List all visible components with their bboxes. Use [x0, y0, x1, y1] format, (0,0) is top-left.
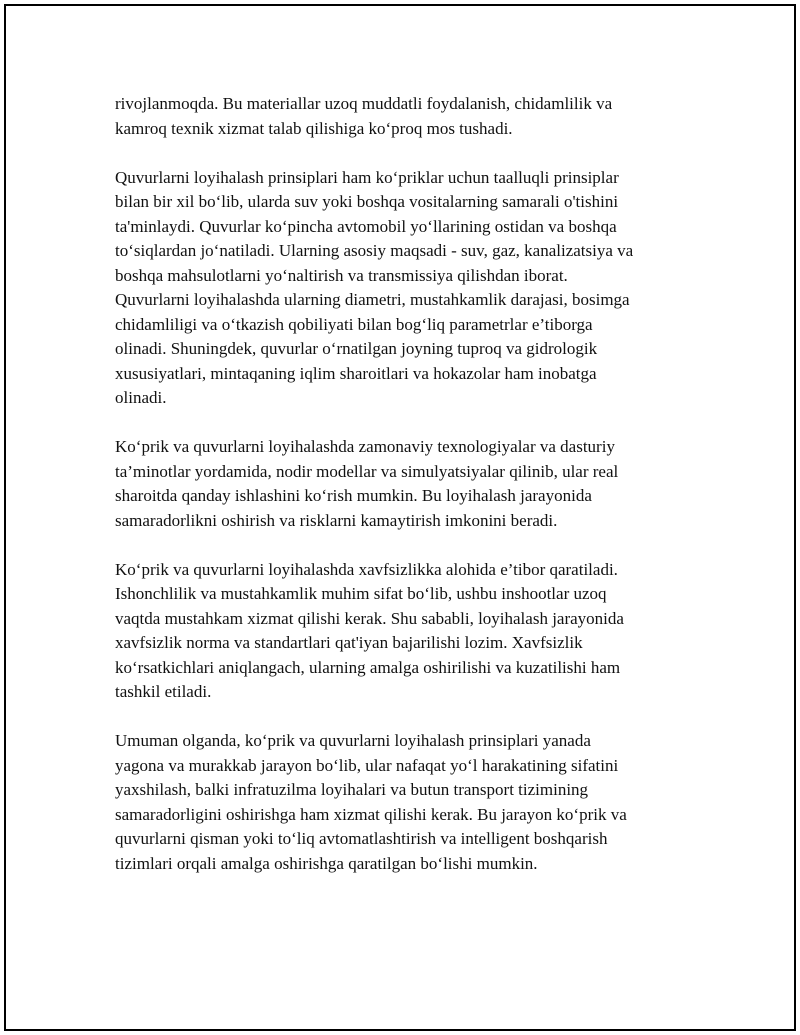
text-line: xavfsizlik norma va standartlari qat'iyan bajarilishi lozim. Xavfsizlik — [115, 633, 583, 652]
text-line: ta'minlaydi. Quvurlar ko‘pincha avtomobil yo‘llarining ostidan va boshqa — [115, 216, 617, 236]
text-line: vaqtda mustahkam xizmat qilishi kerak. Shu sababli, loyihalash jarayonida — [115, 608, 624, 628]
text-line: Ko‘prik va quvurlarni loyihalashda zamonaviy texnologiyalar va dasturiy — [115, 437, 615, 456]
text-line: bilan bir xil bo‘lib, ularda suv yoki boshqa vositalarning samarali o'tishini — [115, 192, 619, 211]
text-line: rivojlanmoqda. Bu materiallar uzoq muddatli foydalanish, chidamlilik va — [115, 94, 613, 113]
text-line: samaradorlikni oshirish va risklarni kamaytirish imkonini beradi. — [115, 510, 558, 530]
text-line: quvurlarni qisman yoki to‘liq avtomatlashtirish va intelligent boshqarish — [115, 829, 608, 848]
text-line: boshqa mahsulotlarni yo‘naltirish va transmissiya qilishdan iborat. — [115, 265, 568, 285]
text-line: yaxshilash, balki infratuzilma loyihalari va butun transport tizimining — [115, 780, 589, 799]
text-line: tizimlari orqali amalga oshirishga qaratilgan bo‘lishi mumkin. — [115, 853, 538, 873]
text-line: chidamliligi va o‘tkazish qobiliyati bilan bog‘liq parametrlar e’tiborga — [115, 314, 593, 334]
text-line: ta’minotlar yordamida, nodir modellar va simulyatsiyalar qilinib, ular real — [115, 461, 619, 481]
document-body — [115, 92, 695, 901]
paragraph-2 — [115, 166, 695, 411]
paragraph-5 — [115, 729, 695, 876]
text-line: Ishonchlilik va mustahkamlik muhim sifat bo‘lib, ushbu inshootlar uzoq — [115, 584, 607, 603]
paragraph-4 — [115, 558, 695, 705]
text-line: Ko‘prik va quvurlarni loyihalashda xavfsizlikka alohida e’tibor qaratiladi. — [115, 559, 618, 579]
text-line: Quvurlarni loyihalash prinsiplari ham ko‘priklar uchun taalluqli prinsiplar — [115, 167, 619, 187]
paragraph-1 — [115, 92, 695, 141]
text-line: ko‘rsatkichlari aniqlangach, ularning amalga oshirilishi va kuzatilishi ham — [115, 657, 621, 677]
text-line: olinadi. — [115, 388, 167, 407]
text-line: Umuman olganda, ko‘prik va quvurlarni loyihalash prinsiplari yanada — [115, 731, 591, 750]
text-line: to‘siqlardan jo‘natiladi. Ularning asosiy maqsadi - suv, gaz, kanalizatsiya va — [115, 241, 634, 260]
text-line: olinadi. Shuningdek, quvurlar o‘rnatilgan joyning tuproq va gidrologik — [115, 339, 598, 358]
text-line: kamroq texnik xizmat talab qilishiga ko‘proq mos tushadi. — [115, 118, 513, 138]
text-line: tashkil etiladi. — [115, 682, 212, 701]
text-line: xususiyatlari, mintaqaning iqlim sharoitlari va hokazolar ham inobatga — [115, 363, 597, 383]
text-line: Quvurlarni loyihalashda ularning diametri, mustahkamlik darajasi, bosimga — [115, 290, 630, 309]
text-line: sharoitda qanday ishlashini ko‘rish mumkin. Bu loyihalash jarayonida — [115, 486, 592, 505]
paragraph-3 — [115, 435, 695, 533]
text-line: yagona va murakkab jarayon bo‘lib, ular nafaqat yo‘l harakatining sifatini — [115, 755, 619, 775]
text-line: samaradorligini oshirishga ham xizmat qilishi kerak. Bu jarayon ko‘prik va — [115, 804, 627, 824]
